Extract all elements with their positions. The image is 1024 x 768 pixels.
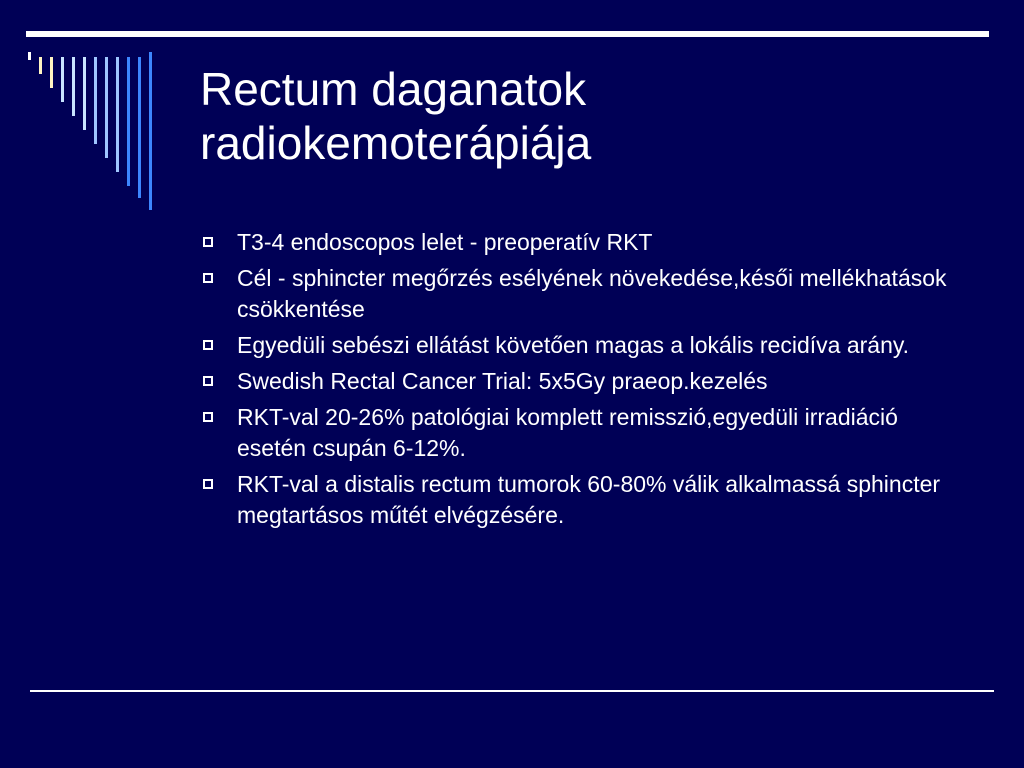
decorative-stripe (116, 57, 119, 172)
bullet-text: Cél - sphincter megőrzés esélyének növekedése,késői mellékhatások csökkentése (237, 265, 947, 322)
bullet-text: T3-4 endoscopos lelet - preoperatív RKT (237, 229, 653, 255)
bullet-item (200, 366, 960, 397)
bullet-item (200, 263, 960, 325)
square-bullet-icon (203, 412, 213, 422)
bullet-text: Swedish Rectal Cancer Trial: 5x5Gy praeop.kezelés (237, 368, 768, 394)
bullet-item (200, 330, 960, 361)
bullet-text: Egyedüli sebészi ellátást követően magas a lokális recidíva arány. (237, 332, 910, 358)
bullet-list (200, 227, 960, 536)
decorative-stripe (138, 57, 141, 198)
bullet-text: RKT-val 20-26% patológiai komplett remisszió,egyedüli irradiáció esetén csupán 6-12%. (237, 404, 898, 461)
square-bullet-icon (203, 273, 213, 283)
decorative-stripe (83, 57, 86, 130)
decorative-stripe (105, 57, 108, 158)
decorative-stripe (127, 57, 130, 186)
slide-title (200, 62, 980, 170)
title-line-2: radiokemoterápiája (200, 117, 592, 169)
decorative-stripe (61, 57, 64, 102)
decorative-stripe (39, 57, 42, 74)
square-bullet-icon (203, 237, 213, 247)
bullet-text: RKT-val a distalis rectum tumorok 60-80% válik alkalmassá sphincter megtartásos műtét elvégzésére. (237, 471, 941, 528)
decorative-stripe (28, 52, 31, 60)
square-bullet-icon (203, 340, 213, 350)
decorative-stripe (50, 57, 53, 88)
title-line-1: Rectum daganatok (200, 63, 587, 115)
decorative-stripes (0, 0, 180, 210)
square-bullet-icon (203, 376, 213, 386)
bullet-item (200, 469, 960, 531)
decorative-stripe (149, 52, 152, 210)
decorative-stripe (72, 57, 75, 116)
decorative-stripe (94, 57, 97, 144)
bullet-item (200, 227, 960, 258)
bottom-rule (30, 690, 994, 692)
square-bullet-icon (203, 479, 213, 489)
bullet-item (200, 402, 960, 464)
